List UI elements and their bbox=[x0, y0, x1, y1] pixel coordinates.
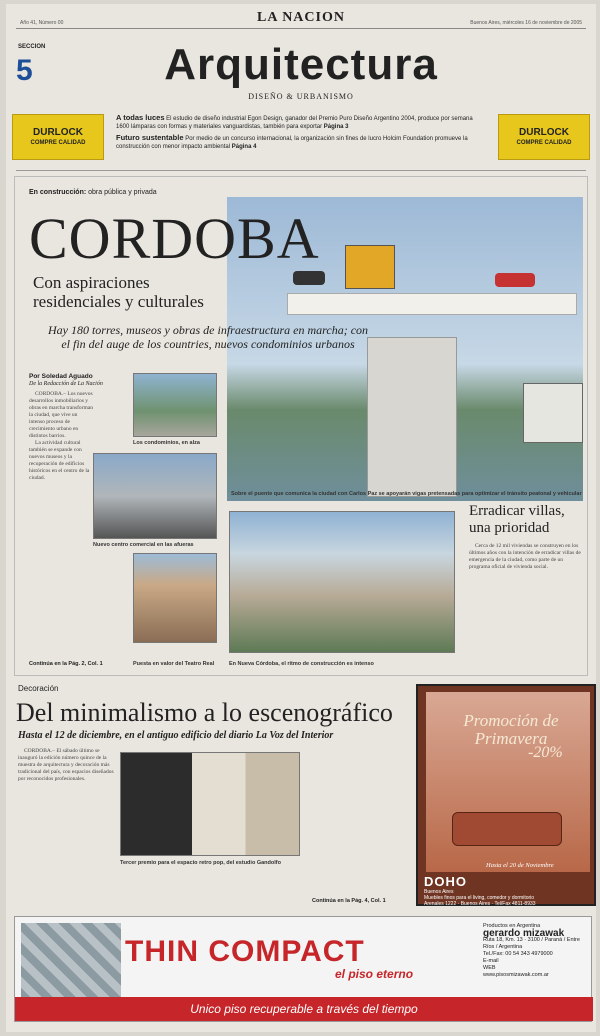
newspaper-name: LA NACION bbox=[257, 10, 345, 25]
durlock-tagline: COMPRE CALIDAD bbox=[516, 140, 572, 146]
durlock-tagline: COMPRE CALIDAD bbox=[30, 140, 86, 146]
article-body-col-1: CORDOBA.– Los nuevos desarrollos inmobiliarios y obras en marcha transforman la ciudad, que vive un intenso proceso de crecimiento urbano en distintos barrios. La actividad cultural también se expande con nuevos museos y la recuperación de edificios históricos en el centro de la ciudad. bbox=[29, 391, 93, 481]
article-kicker: En construcción: obra pública y privada bbox=[29, 189, 157, 196]
newspaper-page bbox=[6, 4, 596, 1032]
dealer-info bbox=[483, 923, 589, 979]
boat-shape bbox=[523, 383, 583, 443]
photo-caption: Nuevo centro comercial en las afueras bbox=[93, 542, 194, 548]
car-shape bbox=[293, 271, 325, 285]
sidebar-body: Cerca de 12 mil viviendas se construyen en los últimos años con la intención de erradicar villas de emergencia de la ciudad, como parte de un programa oficial de vivienda social. bbox=[469, 543, 581, 570]
deco-continued-link[interactable]: Continúa en la Pág. 4, Col. 1 bbox=[312, 898, 386, 904]
promo-image bbox=[426, 692, 590, 872]
teaser-heading: Futuro sustentable bbox=[116, 133, 184, 142]
deco-deck: Hasta el 12 de diciembre, en el antiguo edificio del diario La Voz del Interior bbox=[18, 730, 334, 741]
photo-caption: Los condominios, en alza bbox=[133, 440, 200, 446]
section-title: Arquitectura bbox=[164, 40, 438, 89]
teaser-text: Por medio de un concurso internacional, la organización sin fines de lucro Holcim Foundation promueve la construcción con menor impacto ambiental bbox=[116, 136, 468, 150]
ad-bar: Unico piso recuperable a través del tiempo bbox=[15, 997, 593, 1021]
condominios-photo bbox=[133, 373, 217, 437]
ad-tagline: el piso eterno bbox=[335, 967, 414, 981]
promo-title: Promoción de Primavera bbox=[463, 711, 559, 748]
promo-discount: -20% bbox=[528, 744, 563, 761]
article-subtitle: Con aspiraciones residenciales y culturales bbox=[33, 273, 204, 311]
deco-label: Decoración bbox=[18, 684, 59, 693]
section-label: SECCION bbox=[18, 44, 46, 50]
teaser-page: Página 4 bbox=[231, 144, 257, 150]
top-rule bbox=[16, 28, 586, 29]
teatro-real-photo bbox=[133, 553, 217, 643]
masthead bbox=[6, 4, 596, 174]
section-number: 5 bbox=[16, 54, 33, 87]
bridge-pier bbox=[367, 337, 457, 497]
sofa-shape bbox=[452, 812, 562, 846]
dealer-web-label: WEB bbox=[483, 965, 496, 971]
durlock-ad-left[interactable] bbox=[12, 114, 104, 160]
deco-title: Del minimalismo a lo escenográfico bbox=[16, 698, 393, 727]
promo-line: Muebles finos para el living, comedor y dormitorio bbox=[424, 895, 535, 901]
issue-info: Año 41, Número 00 bbox=[20, 20, 64, 26]
durlock-ad-right[interactable] bbox=[498, 114, 590, 160]
deco-body-col-3 bbox=[312, 748, 410, 896]
dealer-intro: Productos en Argentina bbox=[483, 923, 541, 929]
promo-date: Hasta el 20 de Noviembre bbox=[486, 862, 554, 869]
cordoba-article bbox=[14, 176, 588, 676]
continued-link[interactable]: Continúa en la Pág. 2, Col. 1 bbox=[29, 661, 103, 667]
teaser-text: El estudio de diseño industrial Egon Design, ganador del Premio Puro Diseño Argentino 2004, produce por semana 1600 lámparas con formas y materiales vanguardistas, también para exportar bbox=[116, 116, 473, 130]
dealer-email-label: E-mail bbox=[483, 958, 499, 964]
teaser-heading: A todas luces bbox=[116, 113, 165, 122]
doho-logo-sub: Buenos Aires bbox=[424, 889, 454, 895]
floor-tiles-image bbox=[21, 923, 121, 999]
article-deck: Hay 180 torres, museos y obras de infraestructura en marcha; con el fin del auge de los countries, nuevos condominios urbanos bbox=[47, 323, 369, 351]
interior-photo bbox=[120, 752, 300, 856]
doho-logo: DOHO bbox=[424, 874, 467, 889]
shopping-center-photo bbox=[93, 453, 217, 539]
promo-contact: Arenales 1222 · Buenos Aires · Tel/Fax 4811-8933 bbox=[424, 901, 536, 907]
dealer-name: gerardo mizawak bbox=[483, 928, 565, 939]
thin-compact-ad[interactable] bbox=[14, 916, 592, 1022]
article-title: CORDOBA bbox=[29, 206, 320, 271]
teasers bbox=[116, 114, 486, 151]
photo-caption: Puesta en valor del Teatro Real bbox=[133, 661, 215, 667]
teaser-page: Página 3 bbox=[323, 124, 349, 130]
doho-ad[interactable] bbox=[416, 684, 596, 906]
durlock-brand: DURLOCK bbox=[33, 127, 83, 138]
deco-body-col-2 bbox=[120, 870, 310, 906]
dealer-web[interactable]: www.pisosmizawak.com.ar bbox=[483, 972, 549, 978]
teaser-1[interactable] bbox=[116, 114, 486, 131]
dealer-phone: Tel./Fax: 00 54 343 4979000 bbox=[483, 951, 553, 957]
photo-caption: En Nueva Córdoba, el ritmo de construcción es intenso bbox=[229, 661, 374, 667]
sidebar-title: Erradicar villas, una prioridad bbox=[469, 503, 565, 536]
car-shape bbox=[495, 273, 535, 287]
article-byline: Por Soledad Aguado bbox=[29, 373, 93, 380]
promo-footer bbox=[424, 874, 594, 907]
bus-shape bbox=[345, 245, 395, 289]
hero-caption: Sobre el puente que comunica la ciudad con Carlos Paz se apoyarán vigas pretensadas para optimizar el tránsito peatonal y vehicular bbox=[231, 491, 582, 497]
ad-headline: THIN COMPACT bbox=[125, 935, 365, 968]
deco-caption: Tercer premio para el espacio retro pop, del estudio Gandolfo bbox=[120, 860, 281, 866]
section-subtitle: DISEÑO & URBANISMO bbox=[248, 92, 354, 101]
issue-date: Buenos Aires, miércoles 16 de noviembre de 2005 bbox=[470, 20, 582, 26]
bridge-deck bbox=[287, 293, 577, 315]
durlock-brand: DURLOCK bbox=[519, 127, 569, 138]
masthead-rule bbox=[16, 170, 586, 171]
teaser-2[interactable] bbox=[116, 134, 486, 151]
dealer-address: Ruta 18, Km. 13 · 3100 / Paraná / Entre Ríos / Argentina bbox=[483, 937, 580, 950]
deco-body: CORDOBA.– El sábado último se inauguró la edición número quince de la muestra de arquitectura y decoración más tradicional del país, con espacios diseñados por reconocidos profesionales. bbox=[18, 748, 114, 782]
nueva-cordoba-photo bbox=[229, 511, 455, 653]
article-byline-sub: De la Redacción de La Nación bbox=[29, 381, 103, 387]
